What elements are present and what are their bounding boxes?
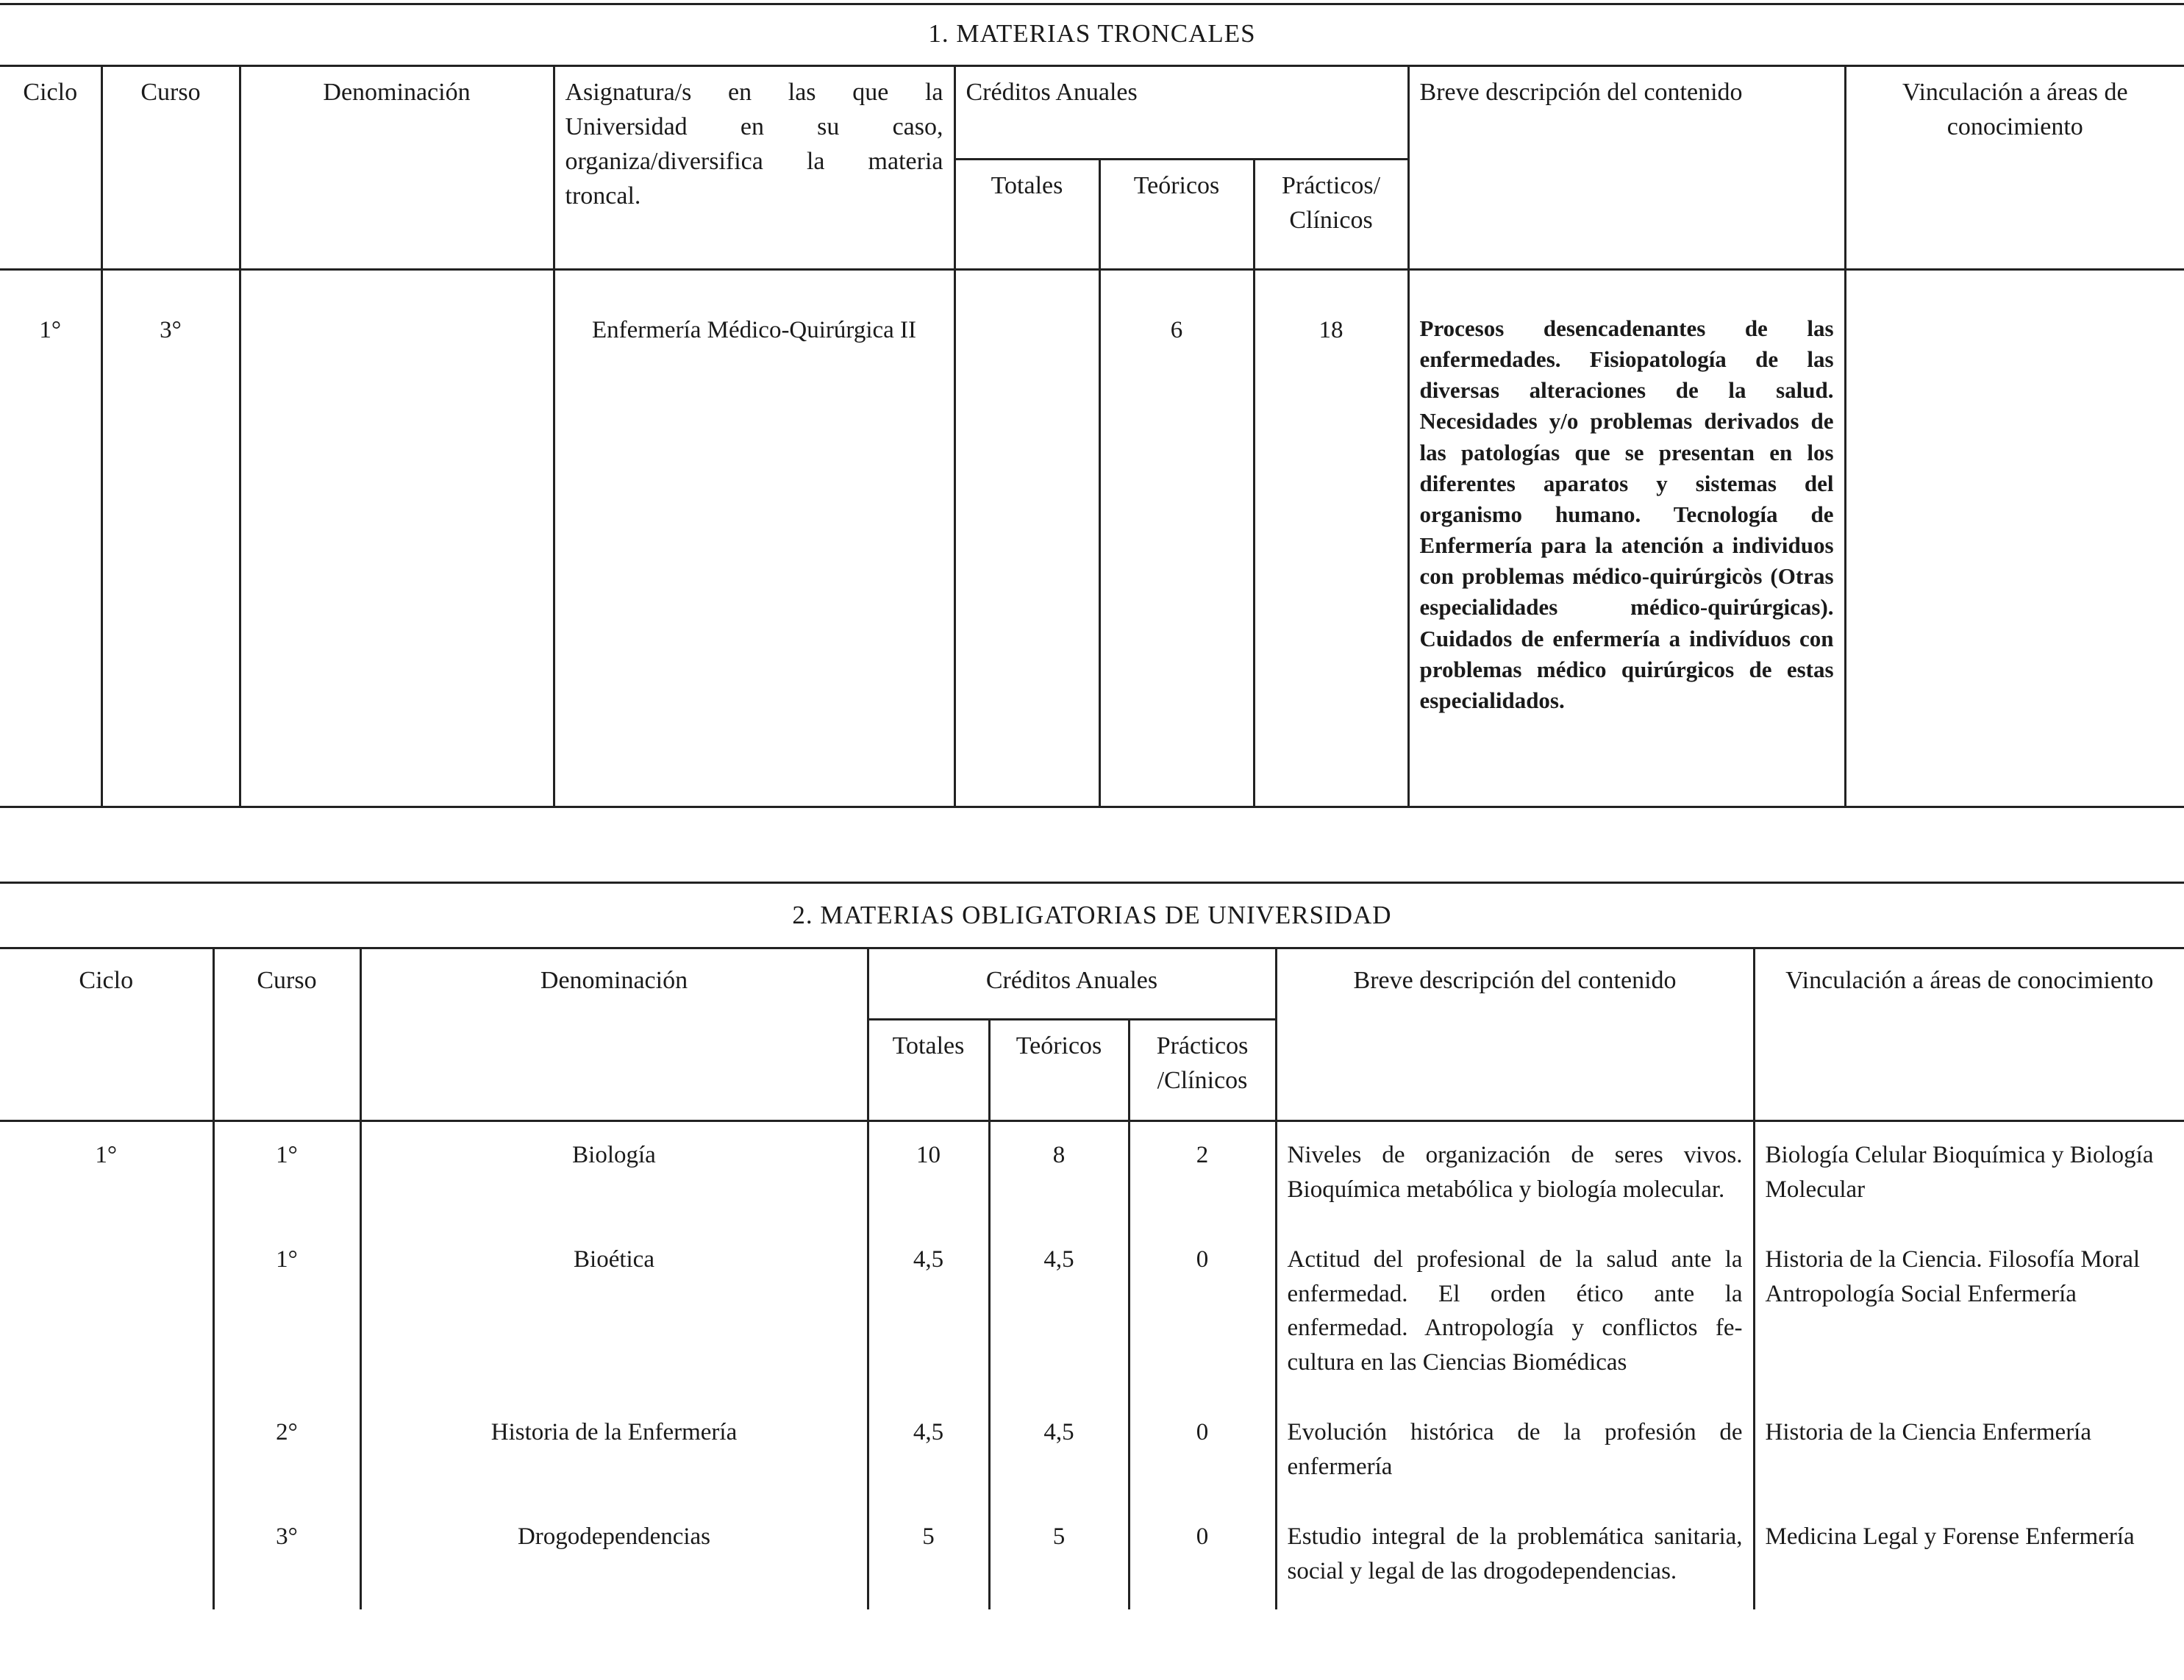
header-practicos: Prácticos/ Clínicos [1254, 160, 1408, 270]
section1-title: 1. MATERIAS TRONCALES [928, 19, 1256, 48]
cell-denominacion: Bioética [360, 1228, 868, 1401]
cell-teoricos: 6 [1099, 270, 1254, 807]
header-totales: Totales [868, 1020, 989, 1121]
cell-ciclo [0, 1505, 213, 1609]
cell-vinculacion: Historia de la Ciencia Enfermería [1754, 1401, 2184, 1505]
cell-vinculacion: Medicina Legal y Forense Enfermería [1754, 1505, 2184, 1609]
cell-descripcion: Actitud del profesional de la salud ante la enfermedad. El orden ético ante la enfermedad. Antropología y conflictos fe-cultura en las Ciencias Biomédicas [1276, 1228, 1754, 1401]
header-creditos-anuales: Créditos Anuales [954, 66, 1408, 160]
header-ciclo: Ciclo [0, 66, 101, 270]
header-teoricos: Teóricos [1099, 160, 1254, 270]
cell-descripcion: Niveles de organización de seres vivos. Bioquímica metabólica y biología molecular. [1276, 1121, 1754, 1228]
cell-teoricos: 8 [989, 1121, 1129, 1228]
header-descripcion: Breve descripción del contenido [1276, 948, 1754, 1121]
cell-denominacion: Historia de la Enfermería [360, 1401, 868, 1505]
cell-curso: 1° [213, 1121, 360, 1228]
table-row [0, 270, 2184, 807]
cell-descripcion: Evolución histórica de la profesión de enfermería [1276, 1401, 1754, 1505]
header-vinculacion: Vinculación a áreas de conocimiento [1754, 948, 2184, 1121]
header-creditos-anuales: Créditos Anuales [868, 948, 1276, 1020]
cell-denominacion: Drogodependencias [360, 1505, 868, 1609]
cell-practicos: 0 [1129, 1401, 1276, 1505]
cell-curso: 2° [213, 1401, 360, 1505]
materias-troncales-table [0, 65, 2184, 808]
cell-descripcion: Estudio integral de la problemática sanitaria, social y legal de las drogodependencias. [1276, 1505, 1754, 1609]
cell-vinculacion: Biología Celular Bioquímica y Biología Molecular [1754, 1121, 2184, 1228]
header-teoricos: Teóricos [989, 1020, 1129, 1121]
cell-ciclo: 1° [0, 1121, 213, 1228]
header-practicos: Prácticos /Clínicos [1129, 1020, 1276, 1121]
cell-vinculacion: Historia de la Ciencia. Filosofía Moral Antropología Social Enfermería [1754, 1228, 2184, 1401]
cell-teoricos: 5 [989, 1505, 1129, 1609]
cell-totales: 5 [868, 1505, 989, 1609]
cell-practicos: 0 [1129, 1505, 1276, 1609]
cell-teoricos: 4,5 [989, 1228, 1129, 1401]
top-rule [0, 3, 2184, 5]
cell-totales [954, 270, 1099, 807]
section2-title: 2. MATERIAS OBLIGATORIAS DE UNIVERSIDAD [792, 901, 1392, 929]
cell-denominacion: Biología [360, 1121, 868, 1228]
cell-ciclo [0, 1228, 213, 1401]
cell-ciclo: 1° [0, 270, 101, 807]
section2-top-rule [0, 882, 2184, 884]
cell-curso: 1° [213, 1228, 360, 1401]
cell-totales: 10 [868, 1121, 989, 1228]
header-denominacion: Denominación [360, 948, 868, 1121]
materias-obligatorias-table [0, 947, 2184, 1609]
header-curso: Curso [213, 948, 360, 1121]
header-totales: Totales [954, 160, 1099, 270]
header-ciclo: Ciclo [0, 948, 213, 1121]
cell-vinculacion [1845, 270, 2184, 807]
header-vinculacion: Vinculación a áreas de conocimiento [1845, 66, 2184, 270]
table-row [0, 1121, 2184, 1228]
cell-asignatura: Enfermería Médico-Quirúrgica II [554, 270, 954, 807]
cell-teoricos: 4,5 [989, 1401, 1129, 1505]
header-asignatura: Asignatura/s en las que la Universidad en su caso, organiza/diversifica la materia troncal. [554, 66, 954, 270]
cell-totales: 4,5 [868, 1228, 989, 1401]
cell-curso: 3° [101, 270, 240, 807]
table-row [0, 1505, 2184, 1609]
cell-ciclo [0, 1401, 213, 1505]
cell-denominacion [240, 270, 554, 807]
header-curso: Curso [101, 66, 240, 270]
cell-practicos: 18 [1254, 270, 1408, 807]
cell-descripcion: Procesos desencadenantes de las enfermedades. Fisiopatología de las diversas alteraciones de la salud. Necesidades y/o problemas derivados de las patologías que se presentan en los diferentes aparatos y sistemas del organismo humano. Tecnología de Enfermería para la atención a individuos con problemas médico-quirúrgicòs (Otras especialidades médico-quirúrgicas). Cuidados de enfermería a indivíduos con problemas médico quirúrgicos de estas especialidados. [1408, 270, 1845, 807]
table-row [0, 1228, 2184, 1401]
cell-totales: 4,5 [868, 1401, 989, 1505]
table-row [0, 1401, 2184, 1505]
cell-practicos: 0 [1129, 1228, 1276, 1401]
header-denominacion: Denominación [240, 66, 554, 270]
cell-practicos: 2 [1129, 1121, 1276, 1228]
header-descripcion: Breve descripción del contenido [1408, 66, 1845, 270]
cell-curso: 3° [213, 1505, 360, 1609]
